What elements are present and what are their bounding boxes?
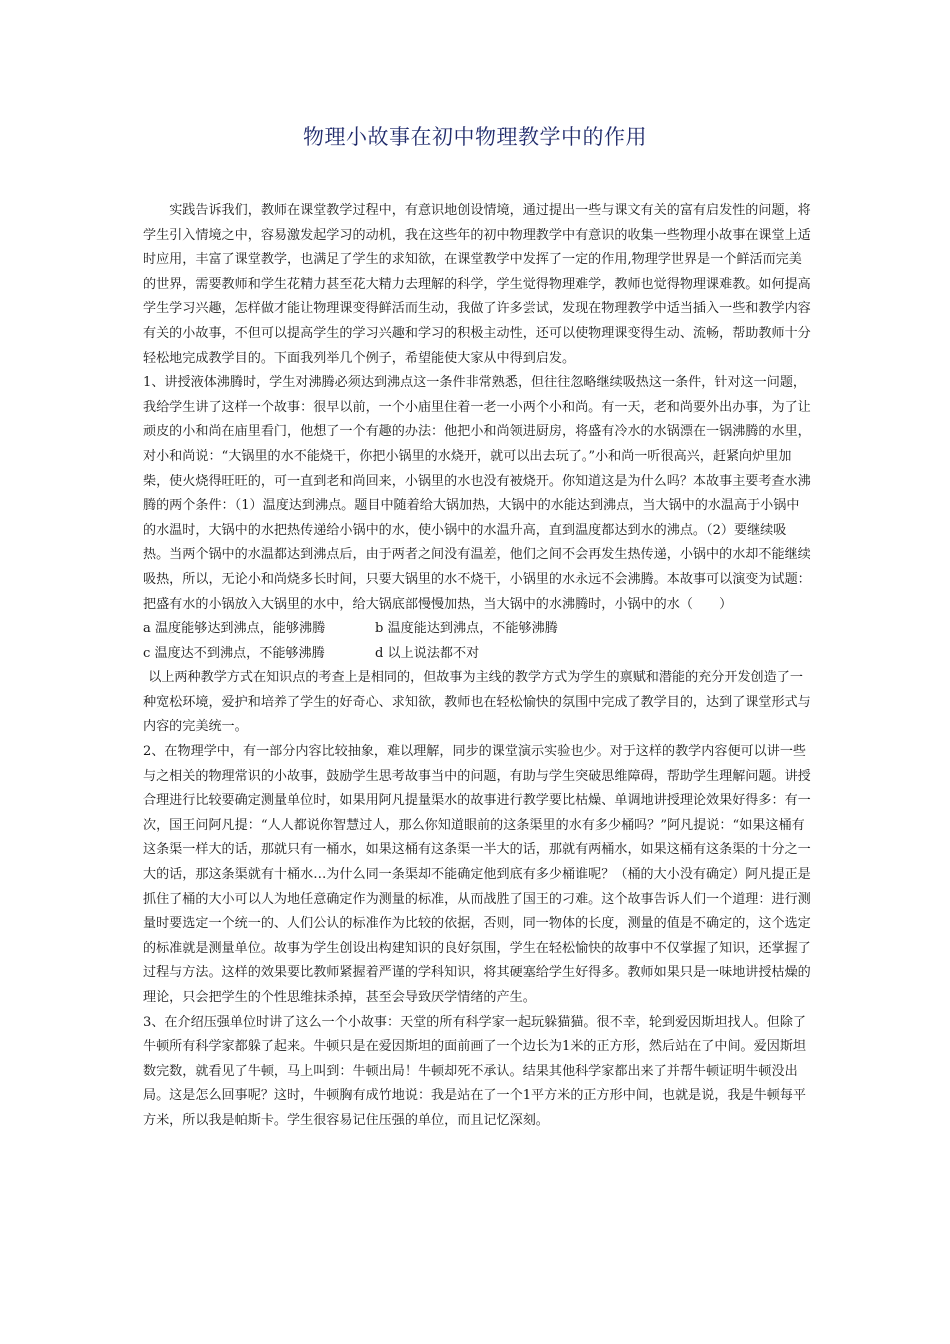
section-3-paragraph: 3、在介绍压强单位时讲了这么一个小故事：天堂的所有科学家一起玩躲猫猫。很不幸，轮到爱因斯坦找人。但除了牛顿所有科学家都躲了起来。牛顿只是在爱因斯坦的面前画了一个边长为1米的正方形，然后站在了中间。爱因斯坦数完数，就看见了牛顿，马上叫到：牛顿出局！牛顿却死不承认。结果其他科学家都出来了并帮牛顿证明牛顿没出局。这是怎么回事呢？这时，牛顿胸有成竹地说：我是站在了一个1平方米的正方形中间，也就是说，我是牛顿每平方米，所以我是帕斯卡。学生很容易记住压强的单位，而且记忆深刻。 xyxy=(143,1014,807,1128)
option-a: a 温度能够达到沸点，能够沸腾 xyxy=(143,621,326,637)
summary-paragraph: 以上两种教学方式在知识点的考查上是相同的，但故事为主线的教学方式为学生的禀赋和潜能的充分开发创造了一种宽松环境，爱护和培养了学生的好奇心、求知欲，教师也在轻松愉快的氛围中完成了教学目的，达到了课堂形式与内容的完美统一。 xyxy=(143,670,811,735)
option-b: b 温度能达到沸点，不能够沸腾 xyxy=(375,621,558,637)
option-d: d 以上说法都不对 xyxy=(375,645,480,661)
section-2-paragraph: 2、在物理学中，有一部分内容比较抽象，难以理解，同步的课堂演示实验也少。对于这样的教学内容便可以讲一些与之相关的物理常识的小故事，鼓励学生思考故事当中的问题，有助与学生突破思维障碍，帮助学生理解问题。讲授合理进行比较要确定测量单位时，如果用阿凡提量渠水的故事进行教学要比枯燥、单调地讲授理论效果好得多：有一次，国王问阿凡提：“人人都说你智慧过人，那么你知道眼前的这条渠里的水有多少桶吗？”阿凡提说：“如果这桶有这条渠一样大的话，那就只有一桶水，如果这桶有这条渠一半大的话，那就有两桶水，如果这桶有这条渠的十分之一大的话，那这条渠就有十桶水…为什么同一条渠却不能确定他到底有多少桶谁呢？（桶的大小没有确定）阿凡提正是抓住了桶的大小可以人为地任意确定作为测量的标准，从而战胜了国王的刁难。这个故事告诉人们一个道理：进行测量时要选定一个统一的、人们公认的标准作为比较的依据，否则，同一物体的长度，测量的值是不确定的，这个选定的标准就是测量单位。故事为学生创设出构建知识的良好氛围，学生在轻松愉快的故事中不仅掌握了知识，还掌握了过程与方法。这样的效果要比教师紧握着严谨的学科知识，将其硬塞给学生好得多。教师如果只是一味地讲授枯燥的理论，只会把学生的个性思维抹杀掉，甚至会导致厌学情绪的产生。 xyxy=(143,744,811,1005)
options-row-2 xyxy=(143,642,811,667)
intro-paragraph: 实践告诉我们，教师在课堂教学过程中，有意识地创设情境，通过提出一些与课文有关的富有启发性的问题，将学生引入情境之中，容易激发起学习的动机，我在这些年的初中物理教学中有意识的收集一些物理小故事在课堂上适时应用，丰富了课堂教学，也满足了学生的求知欲，在课堂教学中发挥了一定的作用,物理学世界是一个鲜活而完美的世界，需要教师和学生花精力甚至花大精力去理解的科学，学生觉得物理难学，教师也觉得物理课难教。如何提高学生学习兴趣，怎样做才能让物理课变得鲜活而生动，我做了许多尝试，发现在物理教学中适当插入一些和教学内容有关的小故事，不但可以提高学生的学习兴趣和学习的积极主动性，还可以使物理课变得生动、流畅，帮助教师十分轻松地完成教学目的。下面我列举几个例子，希望能使大家从中得到启发。 xyxy=(143,203,811,366)
document-body xyxy=(143,199,811,1134)
options-row-1 xyxy=(143,617,811,642)
option-c: c 温度达不到沸点，不能够沸腾 xyxy=(143,645,325,661)
document-title: 物理小故事在初中物理教学中的作用 xyxy=(303,125,647,149)
section-1-paragraph: 1、讲授液体沸腾时，学生对沸腾必须达到沸点这一条件非常熟悉，但往往忽略继续吸热这一条件，针对这一问题，我给学生讲了这样一个故事：很早以前，一个小庙里住着一老一小两个小和尚。有一天，老和尚要外出办事，为了让顽皮的小和尚在庙里看门，他想了一个有趣的办法：他把小和尚领进厨房，将盛有冷水的水锅漂在一锅沸腾的水里，对小和尚说：“大锅里的水不能烧干，你把小锅里的水烧开，就可以出去玩了。”小和尚一听很高兴，赶紧向炉里加柴，使火烧得旺旺的，可一直到老和尚回来，小锅里的水也没有被烧开。你知道这是为什么吗？本故事主要考查水沸腾的两个条件：（1）温度达到沸点。题目中随着给大锅加热，大锅中的水能达到沸点，当大锅中的水温高于小锅中的水温时，大锅中的水把热传递给小锅中的水，使小锅中的水温升高，直到温度都达到水的沸点。（2）要继续吸热。当两个锅中的水温都达到沸点后，由于两者之间没有温差，他们之间不会再发生热传递，小锅中的水却不能继续吸热，所以，无论小和尚烧多长时间，只要大锅里的水不烧干，小锅里的水永远不会沸腾。本故事可以演变为试题：把盛有水的小锅放入大锅里的水中，给大锅底部慢慢加热，当大锅中的水沸腾时，小锅中的水（ ） xyxy=(143,375,811,612)
